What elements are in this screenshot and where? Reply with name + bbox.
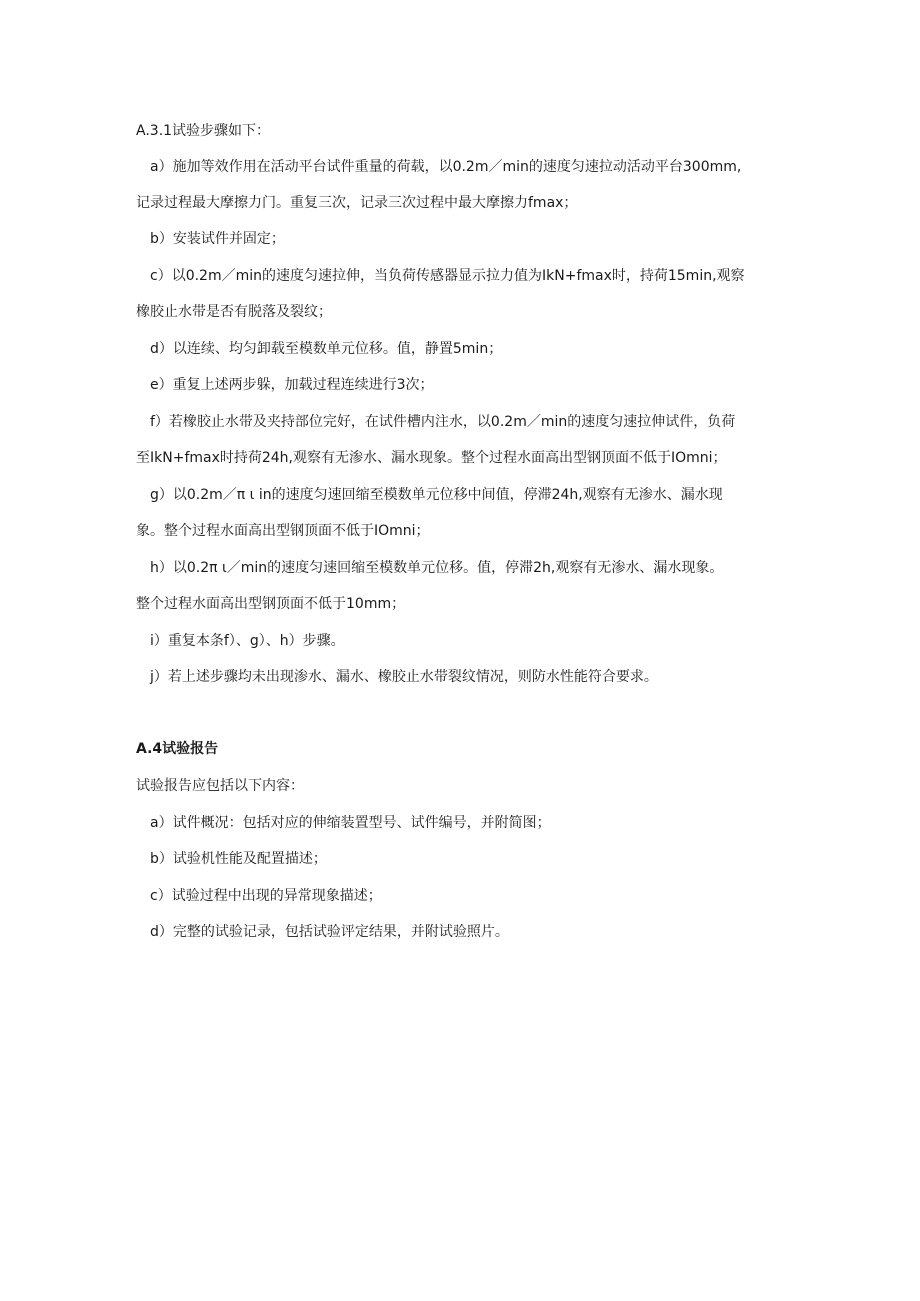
report-item-c: c）试验过程中出现的异常现象描述； bbox=[150, 888, 382, 904]
item-h-line1: h）以0.2π ι／min的速度匀速回缩至模数单元位移。值，停滞2h,观察有无渗水、漏水现象。 bbox=[150, 560, 724, 576]
item-b: b）安装试件并固定； bbox=[150, 231, 285, 247]
item-g-line2: 象。整个过程水面高出型钢顶面不低于IOmni； bbox=[136, 523, 430, 539]
item-e: e）重复上述两步躲，加载过程连续进行3次； bbox=[150, 377, 434, 393]
report-item-d: d）完整的试验记录，包括试验评定结果，并附试验照片。 bbox=[150, 924, 509, 940]
report-item-b: b）试验机性能及配置描述； bbox=[150, 851, 327, 867]
item-a-line1: a）施加等效作用在活动平台试件重量的荷载，以0.2m／min的速度匀速拉动活动平台300mm, bbox=[150, 159, 742, 175]
section-a4-intro: 试验报告应包括以下内容： bbox=[136, 778, 304, 794]
section-a31-heading: A.3.1试验步骤如下： bbox=[136, 123, 271, 139]
item-d: d）以连续、均匀卸载至模数单元位移。值，静置5min； bbox=[150, 341, 503, 357]
item-g-line1: g）以0.2m／π ι in的速度匀速回缩至模数单元位移中间值，停滞24h,观察有无渗水、漏水现 bbox=[150, 487, 723, 503]
item-j: j）若上述步骤均未出现渗水、漏水、橡胶止水带裂纹情况，则防水性能符合要求。 bbox=[150, 669, 658, 685]
item-f-line1: f）若橡胶止水带及夹持部位完好，在试件槽内注水，以0.2m／min的速度匀速拉伸试件，负荷 bbox=[150, 414, 736, 430]
item-c-line1: c）以0.2m／min的速度匀速拉伸，当负荷传感器显示拉力值为IkN+fmax时，持荷15min,观察 bbox=[150, 268, 745, 284]
item-h-line2: 整个过程水面高出型钢顶面不低于10mm； bbox=[136, 596, 406, 612]
item-f-line2: 至IkN+fmax时持荷24h,观察有无渗水、漏水现象。整个过程水面高出型钢顶面不低于IOmni； bbox=[136, 450, 727, 466]
item-i: i）重复本条f）、g）、h）步骤。 bbox=[150, 633, 345, 649]
report-item-a: a）试件概况：包括对应的伸缩装置型号、试件编号，并附简图； bbox=[150, 815, 551, 831]
section-a4-heading: A.4试验报告 bbox=[136, 741, 219, 757]
item-c-line2: 橡胶止水带是否有脱落及裂纹； bbox=[136, 304, 332, 320]
item-a-line2: 记录过程最大摩擦力门。重复三次，记录三次过程中最大摩擦力fmax； bbox=[136, 195, 578, 211]
